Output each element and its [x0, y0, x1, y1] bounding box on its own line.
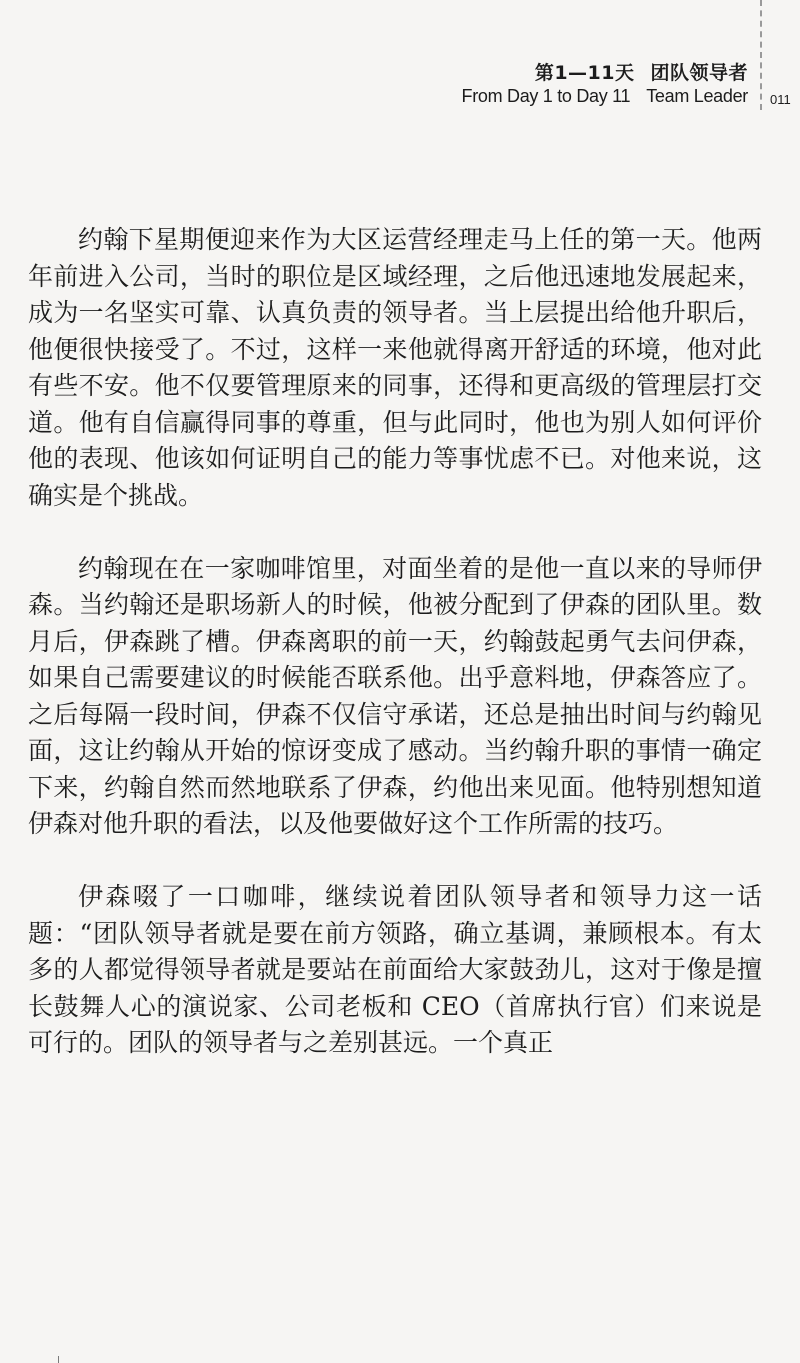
paragraph-2: 约翰现在在一家咖啡馆里，对面坐着的是他一直以来的导师伊森。当约翰还是职场新人的时候，他被分配到了伊森的团队里。数月后，伊森跳了槽。伊森离职的前一天，约翰鼓起勇气去问伊森，如果自己需要建议的时候能否联系他。出乎意料地，伊森答应了。之后每隔一段时间，伊森不仅信守承诺，还总是抽出时间与约翰见面，这让约翰从开始的惊讶变成了感动。当约翰升职的事情一确定下来，约翰自然而然地联系了伊森，约他出来见面。他特别想知道伊森对他升职的看法，以及他要做好这个工作所需的技巧。: [28, 553, 762, 838]
english-day-range: From Day 1 to Day 11: [461, 85, 631, 106]
crop-mark: [58, 1356, 59, 1363]
page-number: 011: [770, 92, 791, 107]
paragraph-3: 伊森啜了一口咖啡，继续说着团队领导者和领导力这一话题：“团队领导者就是要在前方领路，确立基调，兼顾根本。有太多的人都觉得领导者就是要站在前面给大家鼓劲儿，这对于像是擅长鼓舞人心的演说家、公司老板和 CEO（首席执行官）们来说是可行的。团队的领导者与之差别甚远。一个真正: [28, 882, 762, 1057]
paragraph-1: 约翰下星期便迎来作为大区运营经理走马上任的第一天。他两年前进入公司，当时的职位是区域经理，之后他迅速地发展起来，成为一名坚实可靠、认真负责的领导者。当上层提出给他升职后，他便很快接受了。不过，这样一来他就得离开舒适的环境，他对此有些不安。他不仅要管理原来的同事，还得和更高级的管理层打交道。他有自信赢得同事的尊重，但与此同时，他也为别人如何评价他的表现、他该如何证明自己的能力等事忧虑不已。对他来说，这确实是个挑战。: [28, 225, 762, 510]
chapter-day-range: 第1—11天: [534, 62, 635, 84]
chinese-chapter-title: [462, 64, 749, 84]
english-chapter-title: [462, 87, 749, 106]
margin-dashed-line: [760, 0, 762, 110]
english-topic: Team Leader: [646, 85, 748, 106]
running-header: [462, 64, 749, 106]
body-text: [28, 222, 762, 1062]
chapter-topic: 团队领导者: [650, 62, 748, 84]
